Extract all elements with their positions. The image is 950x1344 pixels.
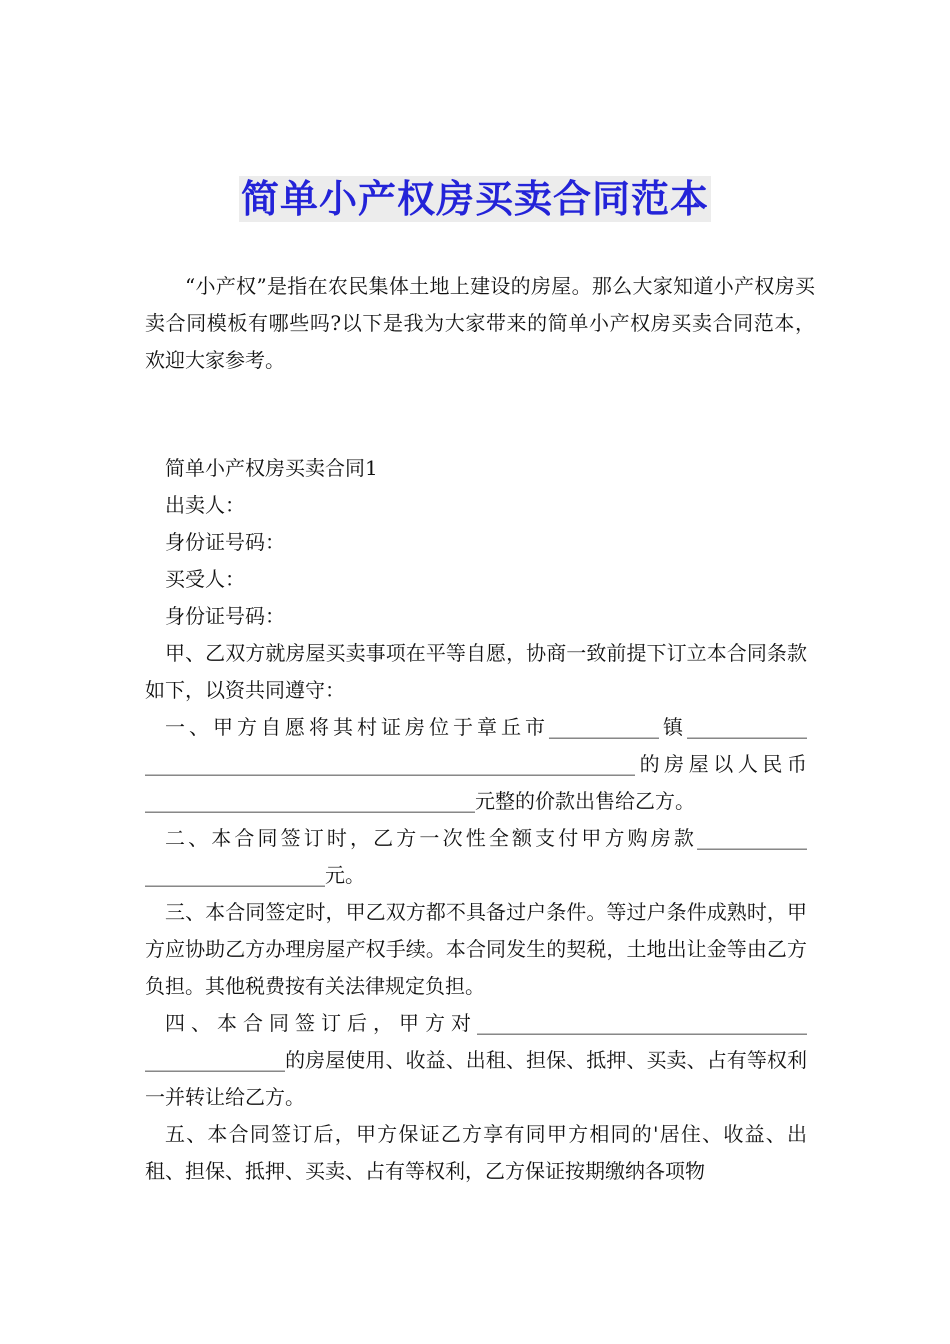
contract-title: 简单小产权房买卖合同1 [165, 456, 378, 480]
intro-paragraph: “小产权”是指在农民集体土地上建设的房屋。那么大家知道小产权房买卖合同模板有哪些吗?以下是我为大家带来的简单小产权房买卖合同范本，欢迎大家参考。 [145, 274, 815, 372]
buyer-id-label: 身份证号码： [165, 604, 285, 628]
seller-label: 出卖人： [165, 493, 245, 517]
preamble-paragraph: 甲、乙双方就房屋买卖事项在平等自愿，协商一致前提下订立本合同条款如下，以资共同遵守： [145, 641, 807, 702]
contract-body [145, 450, 807, 1190]
buyer-label: 买受人： [165, 567, 245, 591]
seller-id-label: 身份证号码： [165, 530, 285, 554]
clause-2: 二、本合同签订时，乙方一次性全额支付甲方购房款___________ __________________元。 [145, 826, 807, 887]
title-container [0, 176, 950, 222]
clause-3: 三、本合同签定时，甲乙双方都不具备过户条件。等过户条件成熟时，甲方应协助乙方办理房屋产权手续。本合同发生的契税，土地出让金等由乙方负担。其他税费按有关法律规定负担。 [145, 900, 807, 998]
document-title: 简单小产权房买卖合同范本 [240, 177, 709, 221]
clause-4: 四、本合同签订后，甲方对_________________________________ ______________的房屋使用、收益、出租、担保、抵押、买卖、占有等权利一并转让给乙方。 [145, 1011, 807, 1109]
clause-1: 一、甲方自愿将其村证房位于章丘市___________镇____________ _________________________________________________的房屋以人民币_________________________________元整的价款出售给乙方。 [145, 715, 807, 813]
clause-5: 五、本合同签订后，甲方保证乙方享有同甲方相同的'居住、收益、出租、担保、抵押、买卖、占有等权利，乙方保证按期缴纳各项物 [145, 1122, 807, 1183]
